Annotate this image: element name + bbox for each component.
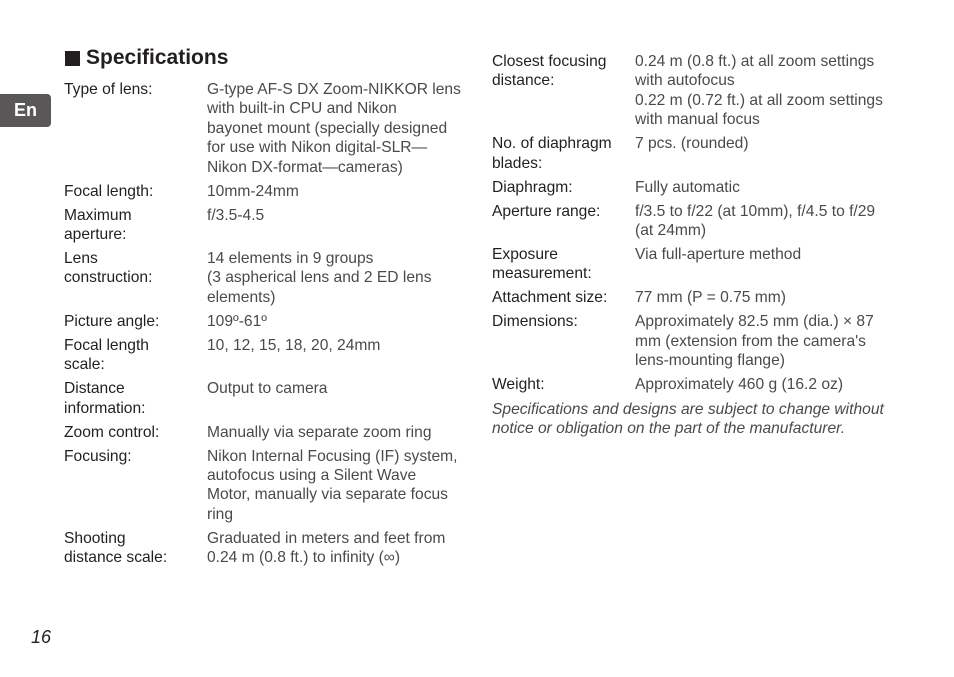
- spec-value: G-type AF-S DX Zoom-NIKKOR lens with built-in CPU and Nikon bayonet mount (specially designed for use with Nikon digital-SLR— Nikon DX-format—cameras): [207, 81, 461, 176]
- spec-row: [64, 423, 464, 442]
- spec-value: Approximately 82.5 mm (dia.) × 87 mm (extension from the camera's lens-mounting flange): [635, 313, 874, 370]
- spec-label: Closest focusing distance:: [492, 53, 607, 90]
- spec-row: [492, 312, 892, 370]
- spec-value: Via full-aperture method: [635, 246, 802, 264]
- spec-row: [64, 336, 464, 375]
- spec-label: Zoom control:: [64, 423, 160, 441]
- spec-label: No. of diaphragm blades:: [492, 135, 612, 172]
- spec-value: Approximately 460 g (16.2 oz): [635, 376, 844, 394]
- page-number: 16: [31, 627, 52, 647]
- specs-left-column: [64, 80, 464, 572]
- spec-row: [64, 529, 464, 568]
- spec-value: Graduated in meters and feet from 0.24 m (0.8 ft.) to infinity (∞): [207, 529, 446, 567]
- spec-label: Exposure measurement:: [492, 246, 592, 283]
- spec-label: Type of lens:: [64, 81, 153, 98]
- spec-value: 10mm-24mm: [207, 182, 299, 200]
- spec-row: [64, 379, 464, 418]
- spec-label: Maximum aperture:: [64, 206, 132, 244]
- spec-row: [64, 182, 464, 201]
- spec-row: [492, 245, 892, 284]
- section-heading: [65, 46, 228, 70]
- spec-label: Focal length scale:: [64, 336, 149, 374]
- spec-value: 0.24 m (0.8 ft.) at all zoom settings with autofocus 0.22 m (0.72 ft.) at all zoom settings with manual focus: [635, 53, 883, 129]
- spec-label: Shooting distance scale:: [64, 529, 168, 567]
- spec-value: 7 pcs. (rounded): [635, 135, 749, 153]
- spec-label: Aperture range:: [492, 202, 601, 220]
- spec-label: Focusing:: [64, 447, 132, 465]
- spec-label: Diaphragm:: [492, 178, 573, 196]
- spec-label: Lens construction:: [64, 250, 153, 287]
- spec-row: [492, 178, 892, 197]
- spec-value: 10, 12, 15, 18, 20, 24mm: [207, 336, 381, 354]
- spec-value: Fully automatic: [635, 178, 740, 196]
- spec-row: [64, 249, 464, 307]
- spec-row: [64, 206, 464, 245]
- spec-value: Nikon Internal Focusing (IF) system, autofocus using a Silent Wave Motor, manually via separate focus ring: [207, 447, 458, 523]
- spec-row: [492, 202, 892, 241]
- spec-label: Weight:: [492, 376, 545, 394]
- page-title: Specifications: [86, 46, 229, 69]
- spec-value: Manually via separate zoom ring: [207, 423, 432, 441]
- spec-label: Picture angle:: [64, 312, 160, 330]
- square-bullet-icon: [65, 51, 80, 66]
- spec-row: [64, 80, 464, 177]
- spec-label: Distance information:: [64, 380, 146, 417]
- spec-value: 14 elements in 9 groups (3 aspherical lens and 2 ED lens elements): [207, 250, 432, 306]
- spec-row: [64, 312, 464, 331]
- language-tab: En: [0, 94, 51, 127]
- spec-row: [492, 134, 892, 173]
- specs-right-column: [492, 52, 892, 399]
- spec-value: 77 mm (P = 0.75 mm): [635, 289, 786, 307]
- spec-label: Attachment size:: [492, 289, 608, 307]
- spec-value: f/3.5-4.5: [207, 206, 265, 224]
- spec-value: Output to camera: [207, 380, 328, 398]
- spec-label: Dimensions:: [492, 313, 578, 331]
- spec-row: [492, 288, 892, 307]
- spec-row: [492, 52, 892, 130]
- spec-label: Focal length:: [64, 182, 154, 200]
- spec-row: [492, 375, 892, 394]
- disclaimer-note: Specifications and designs are subject to change without notice or obligation on the part of the manufacturer.: [492, 401, 884, 438]
- spec-value: f/3.5 to f/22 (at 10mm), f/4.5 to f/29 (at 24mm): [635, 202, 876, 240]
- spec-value: 109º-61º: [207, 312, 267, 330]
- spec-row: [64, 447, 464, 525]
